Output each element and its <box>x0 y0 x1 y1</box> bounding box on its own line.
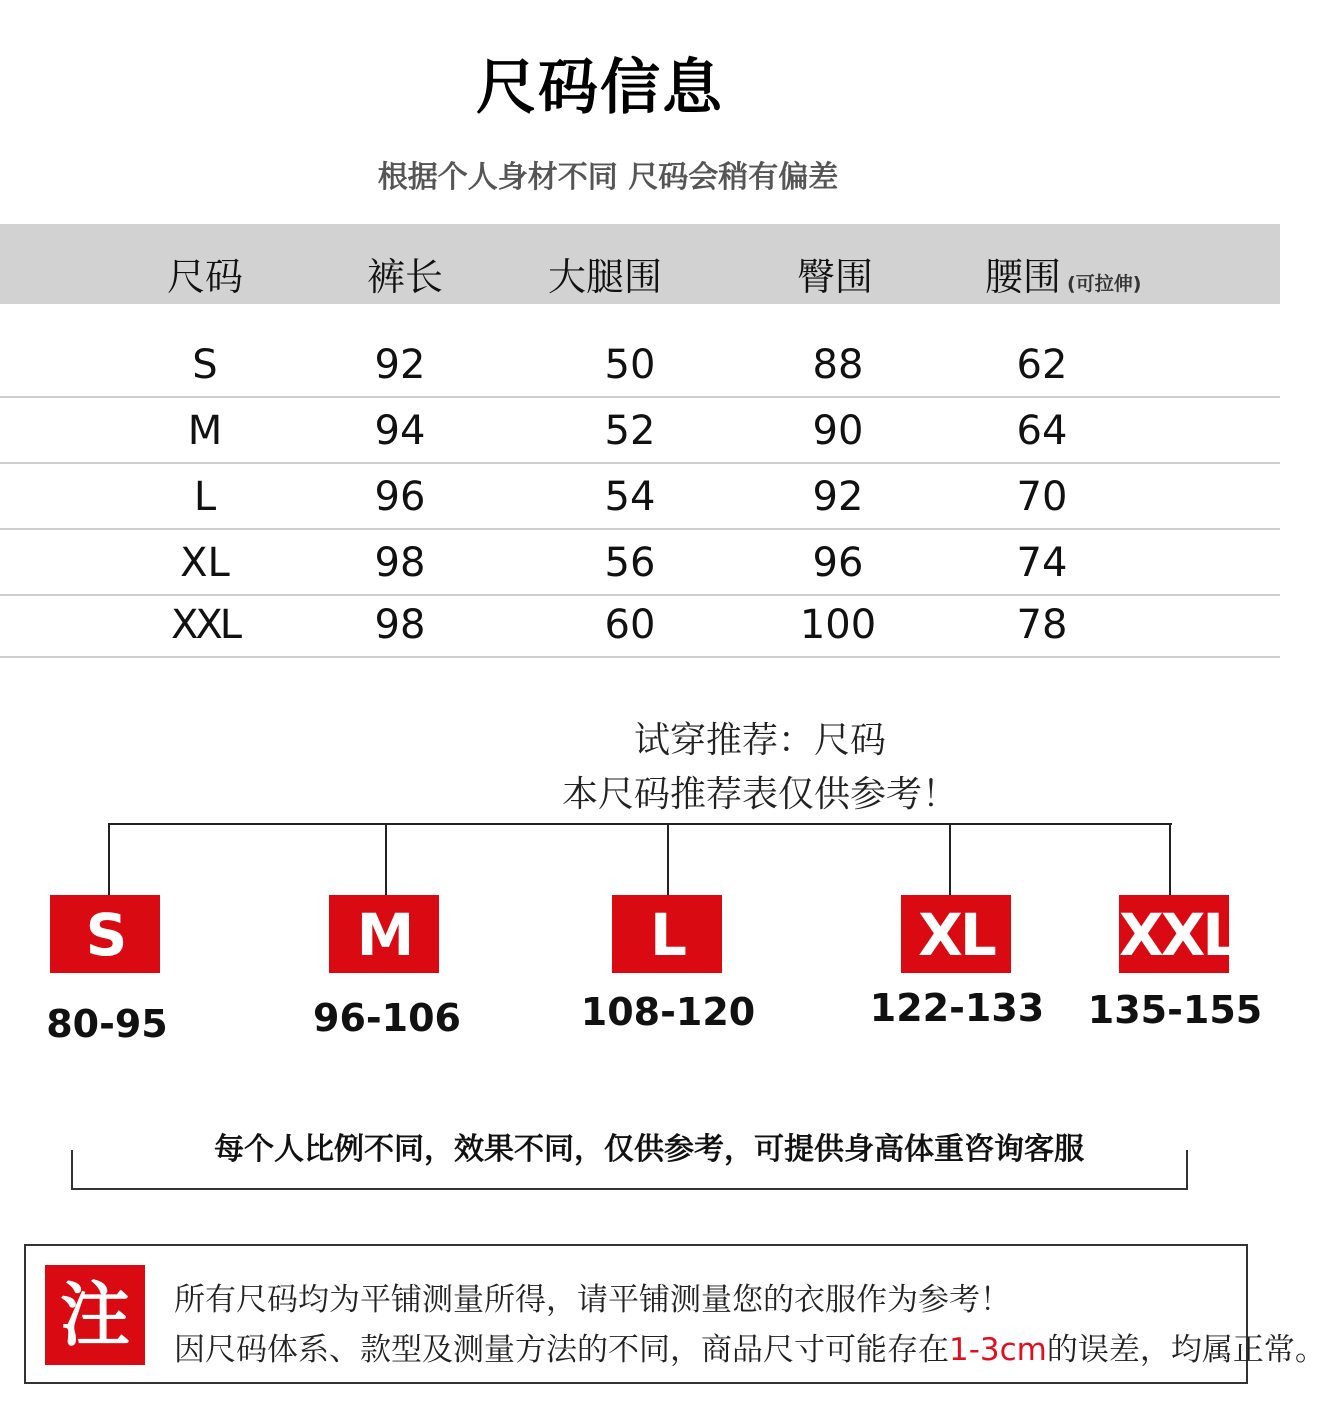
notice-line-1: 所有尺码均为平铺测量所得，请平铺测量您的衣服作为参考！ <box>174 1282 1011 1318</box>
cell-hip: 88 <box>812 342 864 388</box>
size-badge-l: L <box>612 895 722 973</box>
cell-waist: 62 <box>1016 342 1068 388</box>
cell-waist: 70 <box>1016 474 1068 520</box>
cell-thigh: 50 <box>604 342 656 388</box>
recommendation-subtitle: 本尺码推荐表仅供参考！ <box>561 774 958 815</box>
size-badge-m: M <box>329 895 439 973</box>
size-range-s: 80-95 <box>46 1002 168 1046</box>
cell-length: 98 <box>374 540 426 586</box>
size-range-xxl: 135-155 <box>1087 988 1263 1032</box>
cell-hip: 92 <box>812 474 864 520</box>
cell-hip: 90 <box>812 408 864 454</box>
connector-drop <box>385 823 387 895</box>
bracket-left <box>71 1150 73 1190</box>
header-hip: 臀围 <box>796 255 873 299</box>
cell-size: S <box>192 342 218 388</box>
cell-hip: 96 <box>812 540 864 586</box>
cell-hip: 100 <box>799 602 877 648</box>
table-row <box>0 594 1280 658</box>
size-badge-xxl: XXL <box>1119 895 1229 973</box>
page-subtitle: 根据个人身材不同 尺码会稍有偏差 <box>377 160 839 195</box>
cell-thigh: 60 <box>604 602 656 648</box>
notice-line-2 <box>174 1324 1326 1369</box>
cell-waist: 78 <box>1016 602 1068 648</box>
cell-length: 96 <box>374 474 426 520</box>
consult-note: 每个人比例不同，效果不同，仅供参考，可提供身高体重咨询客服 <box>214 1132 1084 1167</box>
table-row <box>0 532 1280 596</box>
cell-thigh: 52 <box>604 408 656 454</box>
cell-size: M <box>187 408 223 454</box>
table-row <box>0 400 1280 464</box>
header-thigh: 大腿围 <box>547 255 662 299</box>
header-length: 裤长 <box>366 255 443 299</box>
recommendation-title: 试穿推荐：尺码 <box>633 720 886 761</box>
cell-size: XL <box>180 540 230 586</box>
cell-length: 98 <box>374 602 426 648</box>
notice-line-2-after: 的误差，均属正常。 <box>1046 1332 1326 1368</box>
connector-drop <box>1169 823 1171 895</box>
table-row <box>0 466 1280 530</box>
connector-line <box>108 823 1172 825</box>
bracket-right <box>1186 1150 1188 1190</box>
connector-drop <box>667 823 669 895</box>
notice-highlight: 1-3cm <box>949 1332 1047 1368</box>
cell-waist: 74 <box>1016 540 1068 586</box>
cell-length: 94 <box>374 408 426 454</box>
cell-length: 92 <box>374 342 426 388</box>
bracket-bottom <box>71 1188 1188 1190</box>
connector-drop <box>108 823 110 895</box>
cell-thigh: 54 <box>604 474 656 520</box>
cell-waist: 64 <box>1016 408 1068 454</box>
header-waist-note: (可拉伸) <box>1067 273 1142 295</box>
size-badge-s: S <box>50 895 160 973</box>
header-size: 尺码 <box>166 255 243 299</box>
header-waist-label: 腰围 <box>985 255 1062 299</box>
cell-thigh: 56 <box>604 540 656 586</box>
connector-drop <box>949 823 951 895</box>
table-row <box>0 334 1280 398</box>
cell-size: L <box>193 474 217 520</box>
size-range-m: 96-106 <box>313 996 461 1040</box>
size-range-xl: 122-133 <box>869 986 1045 1030</box>
notice-icon: 注 <box>45 1265 145 1365</box>
page-title: 尺码信息 <box>476 53 724 123</box>
size-badge-xl: XL <box>901 895 1011 973</box>
cell-size: XXL <box>170 602 240 648</box>
header-waist <box>985 246 1185 301</box>
notice-line-2-before: 因尺码体系、款型及测量方法的不同，商品尺寸可能存在 <box>174 1332 949 1368</box>
size-range-l: 108-120 <box>580 990 756 1034</box>
